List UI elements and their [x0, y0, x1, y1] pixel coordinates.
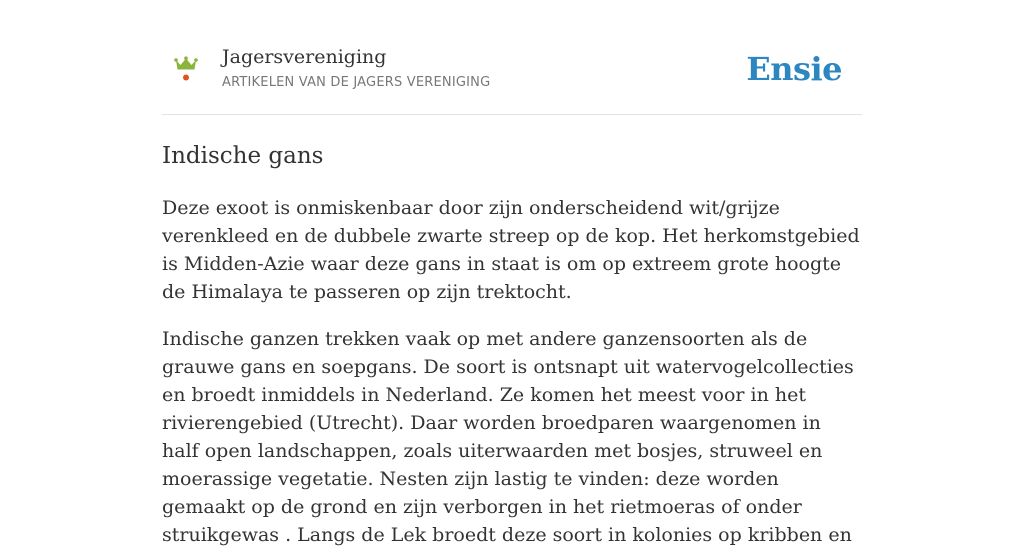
header	[162, 0, 862, 115]
page	[162, 0, 862, 549]
article-paragraph-2: Indische ganzen trekken vaak op met andere ganzensoorten als de grauwe gans en soepgans. De soort is ontsnapt uit watervogelcollecties en broedt inmiddels in Nederland. Ze komen het meest voor in het rivierengebied (Utrecht). Daar worden broedparen waargenomen in half open landschappen, zoals uiterwaarden met bosjes, struweel en moerassige vegetatie. Nesten zijn lastig te vinden: deze worden gemaakt op de grond en zijn verborgen in het rietmoeras of onder struikgewas . Langs de Lek broedt deze soort in kolonies op kribben en	[162, 328, 854, 546]
article-paragraph-1: Deze exoot is onmiskenbaar door zijn onderscheidend wit/grijze verenkleed en de dubbele zwarte streep op de kop. Het herkomstgebied is Midden-Azie waar deze gans in staat is om op extreem grote hoogte de Himalaya te passeren op zijn trektocht.	[162, 197, 860, 303]
crown-logo-icon[interactable]	[174, 56, 198, 84]
ensie-logo[interactable]: Ensie	[746, 50, 842, 88]
site-title[interactable]: Jagersvereniging	[222, 46, 387, 68]
article-title: Indische gans	[162, 143, 324, 169]
site-subtitle: ARTIKELEN VAN DE JAGERS VERENIGING	[222, 75, 491, 90]
